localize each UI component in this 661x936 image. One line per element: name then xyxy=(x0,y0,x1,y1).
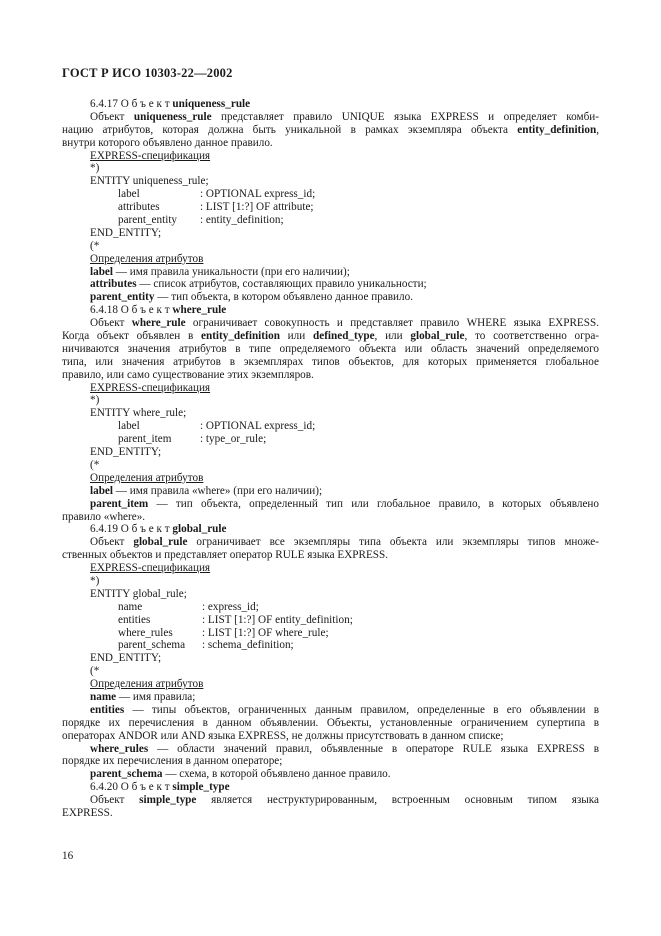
paragraph-line: внутри которого объявлено данное правило. xyxy=(62,136,273,149)
section-entity-name: global_rule xyxy=(172,523,227,536)
definition-line: parent_schema — схема, в которой объявлено данное правило. xyxy=(90,768,391,781)
section-number: 6.4.19 xyxy=(90,523,118,536)
section-entity-name: uniqueness_rule xyxy=(172,98,251,110)
definition-line: label — имя правила «where» (при его наличии); xyxy=(90,484,323,497)
paragraph-line: ственных объектов и представляет оператор RULE языка EXPRESS. xyxy=(62,549,389,562)
section-heading xyxy=(62,304,599,317)
section-object-word: О б ъ е к т xyxy=(120,304,170,317)
paragraph-line: ничиваются значения атрибутов в типе определяемого объекта или область значений определяемого xyxy=(62,342,599,355)
code-line: END_ENTITY; xyxy=(90,652,162,665)
code-attr-line: parent_item : type_or_rule; xyxy=(118,433,267,446)
code-line: (* xyxy=(90,458,100,471)
spec-heading: EXPRESS-спецификация xyxy=(90,381,211,394)
section-heading xyxy=(62,781,599,794)
section-object-word: О б ъ е к т xyxy=(120,98,170,110)
section-heading xyxy=(62,523,599,536)
definition-line: parent_entity — тип объекта, в котором объявлено данное правило. xyxy=(90,291,413,304)
code-attr-line: parent_entity : entity_definition; xyxy=(118,214,284,227)
code-line: END_ENTITY; xyxy=(90,446,162,459)
section-entity-name: simple_type xyxy=(172,781,230,794)
code-attr-line: label : OPTIONAL express_id; xyxy=(118,188,316,201)
code-attr-line: name : express_id; xyxy=(118,600,259,613)
code-attr-line: label : OPTIONAL express_id; xyxy=(118,420,316,433)
code-attr-line: entities : LIST [1:?] OF entity_definition; xyxy=(118,613,353,626)
code-attr-line: where_rules : LIST [1:?] OF where_rule; xyxy=(118,626,329,639)
section-object-word: О б ъ е к т xyxy=(120,523,170,536)
definition-line: правило «where». xyxy=(62,510,146,523)
document-body xyxy=(62,98,599,820)
paragraph-line: Объект global_rule ограничивает все экземпляры типа объекта или экземпляры типов множе- xyxy=(90,536,599,549)
code-attr-line: parent_schema : schema_definition; xyxy=(118,639,294,652)
page-number: 16 xyxy=(62,850,74,862)
spec-heading: EXPRESS-спецификация xyxy=(90,562,211,575)
paragraph-line: нацию атрибутов, которая должна быть уникальной в рамках экземпляра объекта entity_definition, xyxy=(62,123,599,136)
definition-line: parent_item — тип объекта, определенный тип или глобальное правило, в которых объявлено xyxy=(90,497,599,510)
document-header: ГОСТ Р ИСО 10303-22—2002 xyxy=(62,66,233,80)
code-line: *) xyxy=(90,162,100,175)
defs-heading: Определения атрибутов xyxy=(90,471,204,484)
section-number: 6.4.18 xyxy=(90,304,118,317)
definition-line: entities — типы объектов, ограниченных данным правилом, определенные в его объявлении в xyxy=(90,703,599,716)
paragraph-line: правило, или само существование этих экземпляров. xyxy=(62,368,314,381)
paragraph-line: Объект where_rule ограничивает совокупность и представляет правило WHERE языка EXPRESS. xyxy=(90,317,599,330)
code-line: ENTITY uniqueness_rule; xyxy=(90,175,209,188)
code-line: *) xyxy=(90,574,100,587)
definition-line: attributes — список атрибутов, составляющих правило уникальности; xyxy=(90,278,427,291)
section-heading xyxy=(62,98,599,111)
code-line: END_ENTITY; xyxy=(90,226,162,239)
code-line: *) xyxy=(90,394,100,407)
paragraph-line: Объект simple_type является неструктурированным, встроенным основным типом языка xyxy=(90,794,600,807)
definition-line: name — имя правила; xyxy=(90,690,196,703)
code-line: ENTITY where_rule; xyxy=(90,407,187,420)
definition-line: where_rules — области значений правил, объявленные в операторе RULE языка EXPRESS в xyxy=(90,742,599,755)
definition-line: порядке их перечисления в данном объявлении. Объекты, установленные ограничением супертипа в xyxy=(62,716,599,729)
definition-line: операторах ANDOR или AND языка EXPRESS, не должны присутствовать в данном списке; xyxy=(62,729,504,742)
section-number: 6.4.17 xyxy=(90,98,118,110)
paragraph-line: типа, или значения атрибутов в экземплярах типов объектов, для которых применяется глобальное xyxy=(62,355,599,368)
section-number: 6.4.20 xyxy=(90,781,118,794)
section-entity-name: where_rule xyxy=(172,304,227,317)
definition-line: порядке их перечисления в данном операторе; xyxy=(62,755,283,768)
defs-heading: Определения атрибутов xyxy=(90,678,204,691)
paragraph-line: Объект uniqueness_rule представляет правило UNIQUE языка EXPRESS и определяет комби- xyxy=(90,110,599,123)
defs-heading: Определения атрибутов xyxy=(90,252,204,265)
paragraph-line: EXPRESS. xyxy=(62,806,113,819)
paragraph-line: Когда объект объявлен в entity_definition или defined_type, или global_rule, то соответственно огра- xyxy=(62,330,600,343)
section-object-word: О б ъ е к т xyxy=(120,781,170,794)
spec-heading: EXPRESS-спецификация xyxy=(90,149,211,162)
code-attr-line: attributes : LIST [1:?] OF attribute; xyxy=(118,201,314,214)
code-line: ENTITY global_rule; xyxy=(90,587,187,600)
code-line: (* xyxy=(90,665,100,678)
code-line: (* xyxy=(90,239,100,252)
definition-line: label — имя правила уникальности (при его наличии); xyxy=(90,265,350,278)
